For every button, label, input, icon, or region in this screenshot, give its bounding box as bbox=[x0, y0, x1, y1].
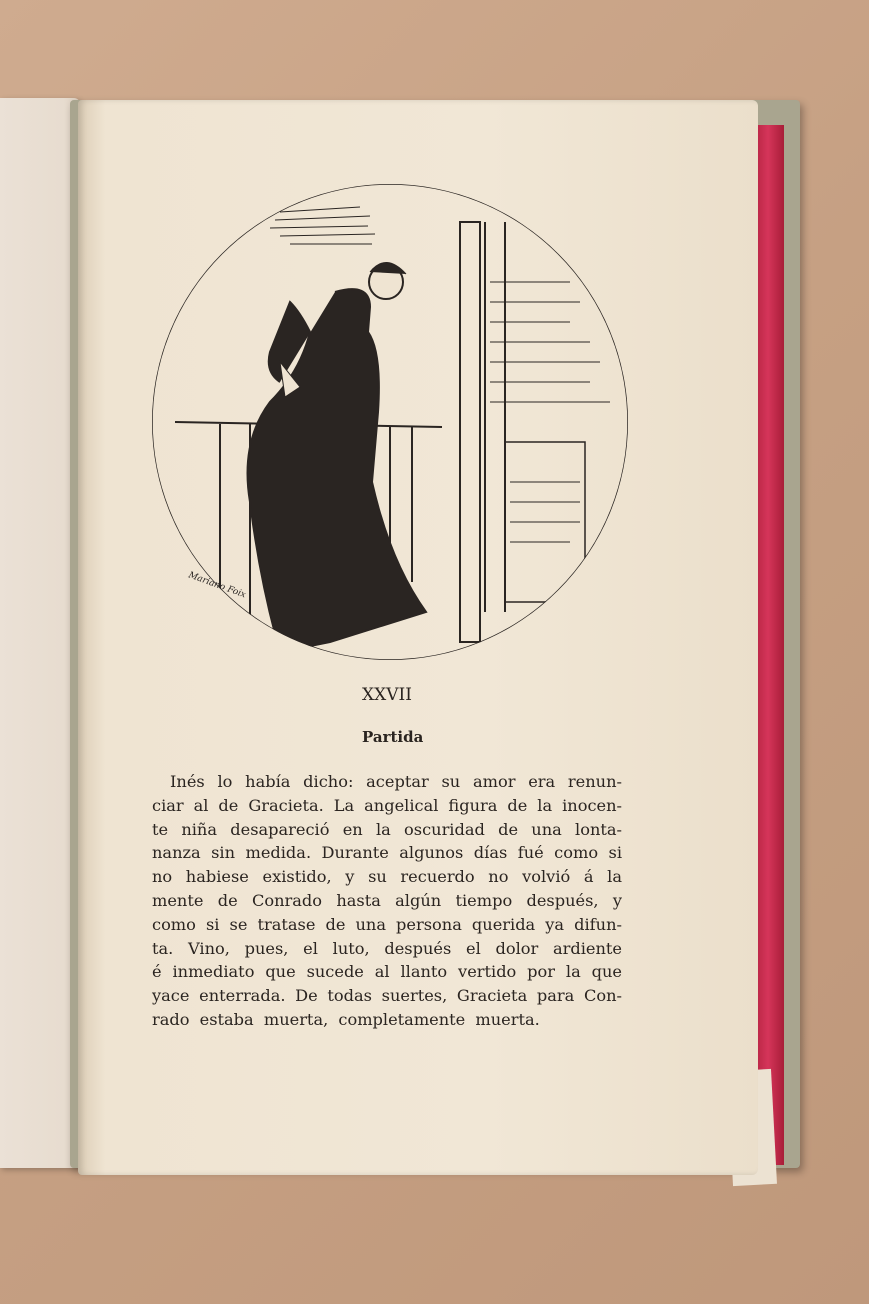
text-line: yace enterrada. De todas suertes, Gracieta para Con- bbox=[152, 986, 622, 1006]
text-line: te niña desapareció en la oscuridad de una lonta- bbox=[152, 819, 622, 839]
vignette-illustration bbox=[150, 182, 630, 662]
text-line: rado estaba muerta, completamente muerta. bbox=[152, 1009, 540, 1029]
text-line: Inés lo había dicho: aceptar su amor era renun- bbox=[170, 772, 622, 791]
sky-hatching bbox=[270, 207, 375, 244]
door bbox=[460, 222, 610, 642]
left-page-edge bbox=[0, 98, 80, 1168]
chapter-title: Partida bbox=[362, 728, 424, 746]
chapter-number: XXVII bbox=[362, 685, 412, 705]
text-line: é inmediato que sucede al llanto vertido por la que bbox=[152, 962, 622, 982]
text-line: ciar al de Gracieta. La angelical figura de la inocen- bbox=[152, 795, 622, 815]
text-line: como si se tratase de una persona querida ya difun- bbox=[152, 914, 622, 934]
text-line: mente de Conrado hasta algún tiempo después, y bbox=[152, 890, 622, 910]
artist-signature: Mariano Foix bbox=[186, 570, 248, 601]
text-line: no habiese existido, y su recuerdo no volvió á la bbox=[152, 867, 622, 887]
woman-figure bbox=[248, 262, 427, 652]
text-line: nanza sin medida. Durante algunos días fué como si bbox=[152, 843, 622, 863]
body-text bbox=[152, 770, 622, 1032]
text-line: ta. Vino, pues, el luto, después el dolor ardiente bbox=[152, 938, 622, 958]
